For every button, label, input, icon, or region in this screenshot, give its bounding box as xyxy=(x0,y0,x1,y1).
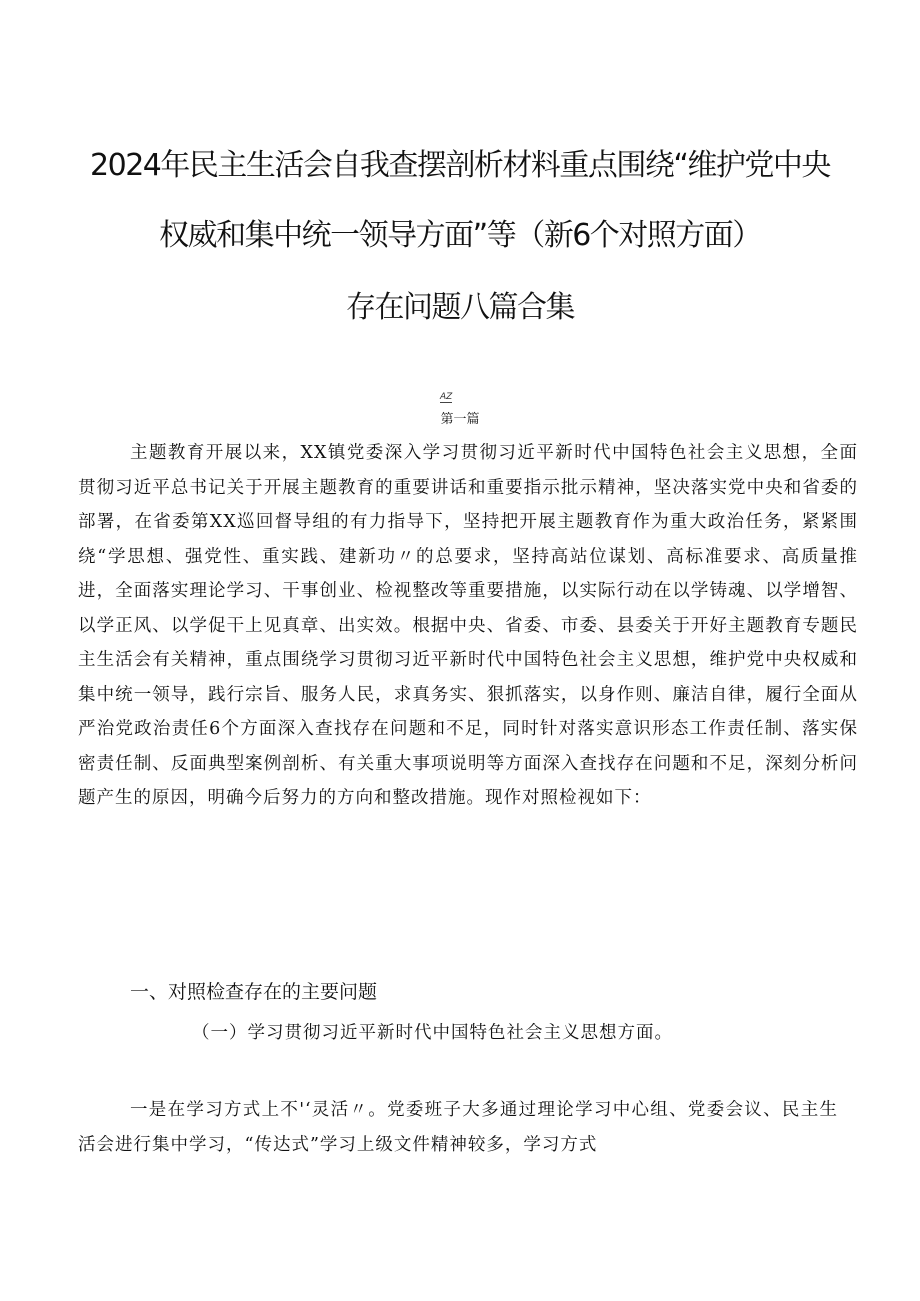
document-title-line-1: 2024年民主生活会自我查摆剖析材料重点围绕“维护党中央 xyxy=(90,148,830,183)
document-title-line-3: 存在问题八篇合集 xyxy=(346,290,574,325)
heading-main-problems: 一、对照检查存在的主要问题 xyxy=(130,981,378,1003)
body-paragraph-2: 一是在学习方式上不'‘灵活〃。党委班子大多通过理论学习中心组、党委会议、民主生活会进行集中学习，“传达式”学习上级文件精神较多，学习方式 xyxy=(78,1100,838,1155)
small-mark: AZ xyxy=(440,392,453,402)
document-title-line-2: 权威和集中统一领导方面”等（新6个对照方面） xyxy=(159,218,761,253)
subheading-study: （一）学习贯彻习近平新时代中国特色社会主义思想方面。 xyxy=(192,1023,673,1043)
body-paragraph-1: 主题教育开展以来，XX镇党委深入学习贯彻习近平新时代中国特色社会主义思想，全面贯彻习近平总书记关于开展主题教育的重要讲话和重要指示批示精神，坚决落实党中央和省委的部署，在省委第XX巡回督导组的有力指导下，坚持把开展主题教育作为重大政治任务，紧紧围绕“学思想、强党性、重实践、建新功〃的总要求，坚持高站位谋划、高标准要求、高质量推进，全面落实理论学习、干事创业、检视整改等重要措施，以实际行动在以学铸魂、以学增智、以学正风、以学促干上见真章、出实效。根据中央、省委、市委、县委关于开好主题教育专题民主生活会有关精神，重点围绕学习贯彻习近平新时代中国特色社会主义思想，维护党中央权威和集中统一领导，践行宗旨、服务人民，求真务实、狠抓落实，以身作则、廉洁自律，履行全面从严治党政治责任6个方面深入查找存在问题和不足，同时针对落实意识形态工作责任制、落实保密责任制、反面典型案例剖析、有关重大事项说明等方面深入查找存在问题和不足，深刻分析问题产生的原因，明确今后努力的方向和整改措施。现作对照检视如下： xyxy=(78,443,858,808)
section-heading: 第一篇 xyxy=(440,412,480,427)
